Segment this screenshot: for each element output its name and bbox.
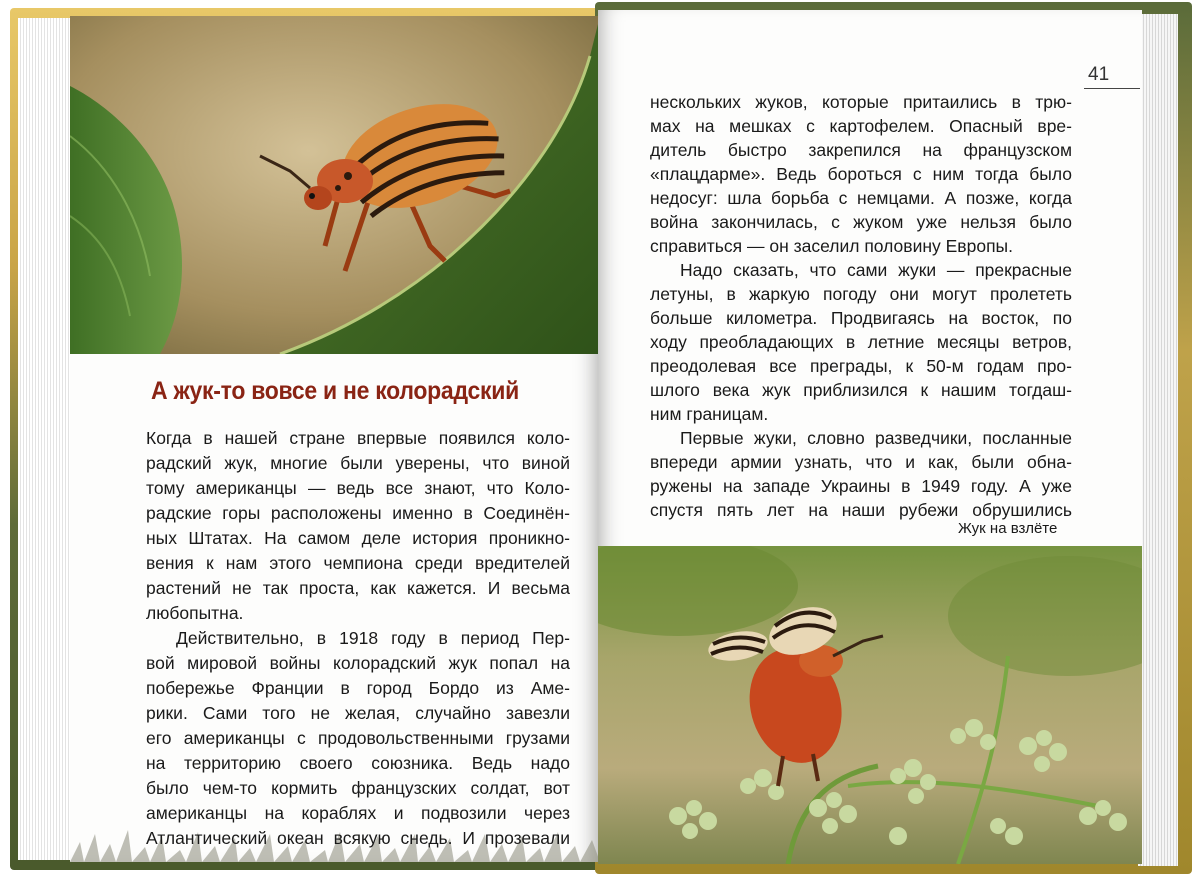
text-line: радский жук, многие были уверены, что виной	[146, 453, 570, 473]
text-line: Когда в нашей стране впервые появился коло-	[146, 428, 570, 448]
text-line: дитель быстро закрепился на французском	[650, 140, 1072, 160]
text-line: война закончилась, с жуком уже нельзя было	[650, 212, 1072, 232]
text-line: рики. Сами того не желая, случайно завезли	[146, 703, 570, 723]
beetle-takeoff-illustration	[598, 546, 1142, 864]
beetle-on-leaf-photo	[70, 16, 600, 354]
text-line: побережье Франции в город Бордо из Аме-	[146, 678, 570, 698]
text-line: нескольких жуков, которые притаились в трю-	[650, 92, 1072, 112]
article-title: А жук-то вовсе и не колорадский	[151, 377, 519, 405]
text-line: ружены на западе Украины в 1949 году. А уже	[650, 476, 1072, 496]
text-line: на территорию своего союзника. Ведь надо	[146, 753, 570, 773]
text-line: любопытна.	[146, 603, 244, 623]
text-line: мах на мешках с картофелем. Опасный вре-	[650, 116, 1072, 136]
text-line: ных Штатах. На самом деле история проникно-	[146, 528, 570, 548]
text-line: Действительно, в 1918 году в период Пер-	[176, 628, 570, 648]
text-line: американцы на кораблях и подвозили через	[146, 803, 570, 823]
text-line: больше километра. Продвигаясь на восток, по	[650, 308, 1072, 328]
text-line: вой мировой войны колорадский жук попал на	[146, 653, 570, 673]
text-line: растений не так проста, как кажется. И весьма	[146, 578, 570, 598]
photo-caption: Жук на взлёте	[958, 520, 1058, 537]
text-line: радские горы расположены именно в Соединён-	[146, 503, 570, 523]
text-line: Первые жуки, словно разведчики, посланные	[680, 428, 1072, 448]
text-line: «плацдарме». Ведь бороться с ним тогда было	[650, 164, 1072, 184]
beetle-taking-off-photo	[598, 546, 1142, 864]
text-line: тому американцы — ведь все знают, что Коло-	[146, 478, 570, 498]
page-number: 41	[1088, 64, 1110, 85]
text-line: летуны, в жаркую погоду они могут пролететь	[650, 284, 1072, 304]
beetle-on-leaf-illustration	[70, 16, 600, 354]
text-line: ходу преобладающих в летние месяцы ветров,	[650, 332, 1072, 352]
text-line: было чем-то кормить французских солдат, вот	[146, 778, 570, 798]
text-line: справиться — он заселил половину Европы.	[650, 236, 1013, 256]
page-edges-right	[1138, 14, 1178, 866]
text-line: вения к нам этого чемпиона среди вредителей	[146, 553, 570, 573]
text-line: Надо сказать, что сами жуки — прекрасные	[680, 260, 1072, 280]
text-line: недосуг: шла борьба с немцами. А позже, когда	[650, 188, 1072, 208]
text-line: его американцы с продовольственными грузами	[146, 728, 570, 748]
text-line: спустя пять лет на наши рубежи обрушились	[650, 500, 1072, 520]
page-edges-left	[18, 18, 78, 860]
text-line: шлого века жук приблизился к нашим тогдаш-	[650, 380, 1072, 400]
text-line: впереди армии узнать, что и как, были обна-	[650, 452, 1072, 472]
text-line: ним границам.	[650, 404, 769, 424]
text-line: Атлантический океан всякую снедь. И прозевали	[146, 828, 570, 848]
page-number-rule	[1084, 88, 1140, 89]
text-line: преодолевая все преграды, к 50-м годам про-	[650, 356, 1072, 376]
